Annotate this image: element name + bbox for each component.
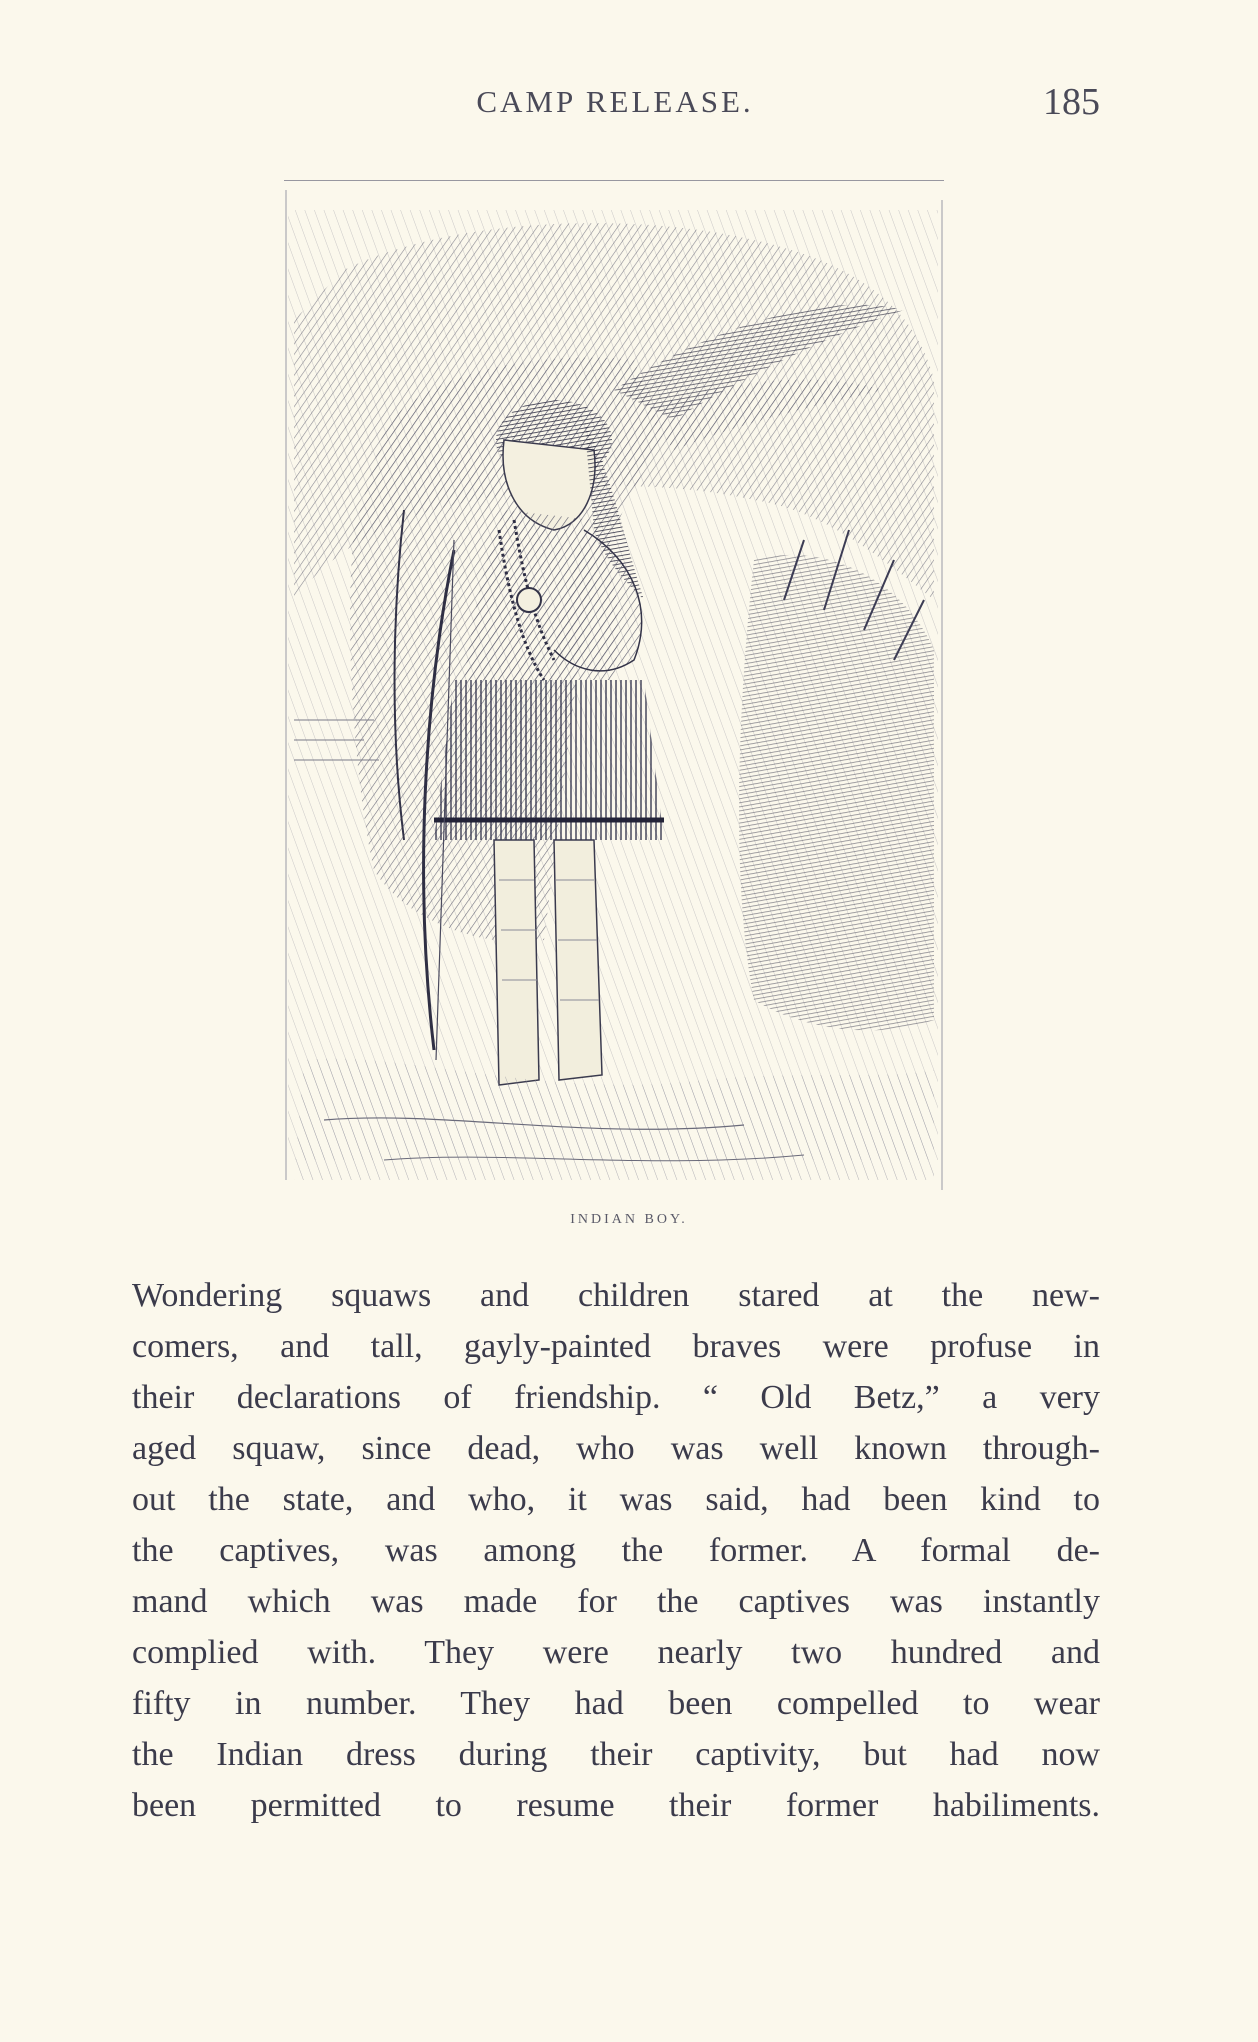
text-line: the Indian dress during their captivity, but had now [132, 1736, 1100, 1773]
body-paragraph [132, 1270, 1100, 1831]
text-line: been permitted to resume their former habiliments. [132, 1787, 1100, 1824]
text-line: mand which was made for the captives was instantly [132, 1583, 1100, 1620]
text-line: fifty in number. They had been compelled to wear [132, 1685, 1100, 1722]
indian-boy-engraving [284, 180, 944, 1192]
text-line: the captives, was among the former. A formal de- [132, 1532, 1100, 1569]
page-header [130, 81, 1100, 134]
text-line: comers, and tall, gayly-painted braves were profuse in [132, 1328, 1100, 1365]
text-line: Wondering squaws and children stared at the new- [132, 1277, 1100, 1314]
text-line: their declarations of friendship. “ Old Betz,” a very [132, 1379, 1100, 1416]
engraving-illustration [284, 180, 944, 1192]
page-number: 185 [1043, 81, 1100, 123]
running-head: CAMP RELEASE. [476, 84, 754, 119]
text-line: out the state, and who, it was said, had been kind to [132, 1481, 1100, 1518]
figure-caption: INDIAN BOY. [570, 1212, 688, 1227]
text-line: aged squaw, since dead, who was well known through- [132, 1430, 1100, 1467]
text-line: complied with. They were nearly two hundred and [132, 1634, 1100, 1671]
